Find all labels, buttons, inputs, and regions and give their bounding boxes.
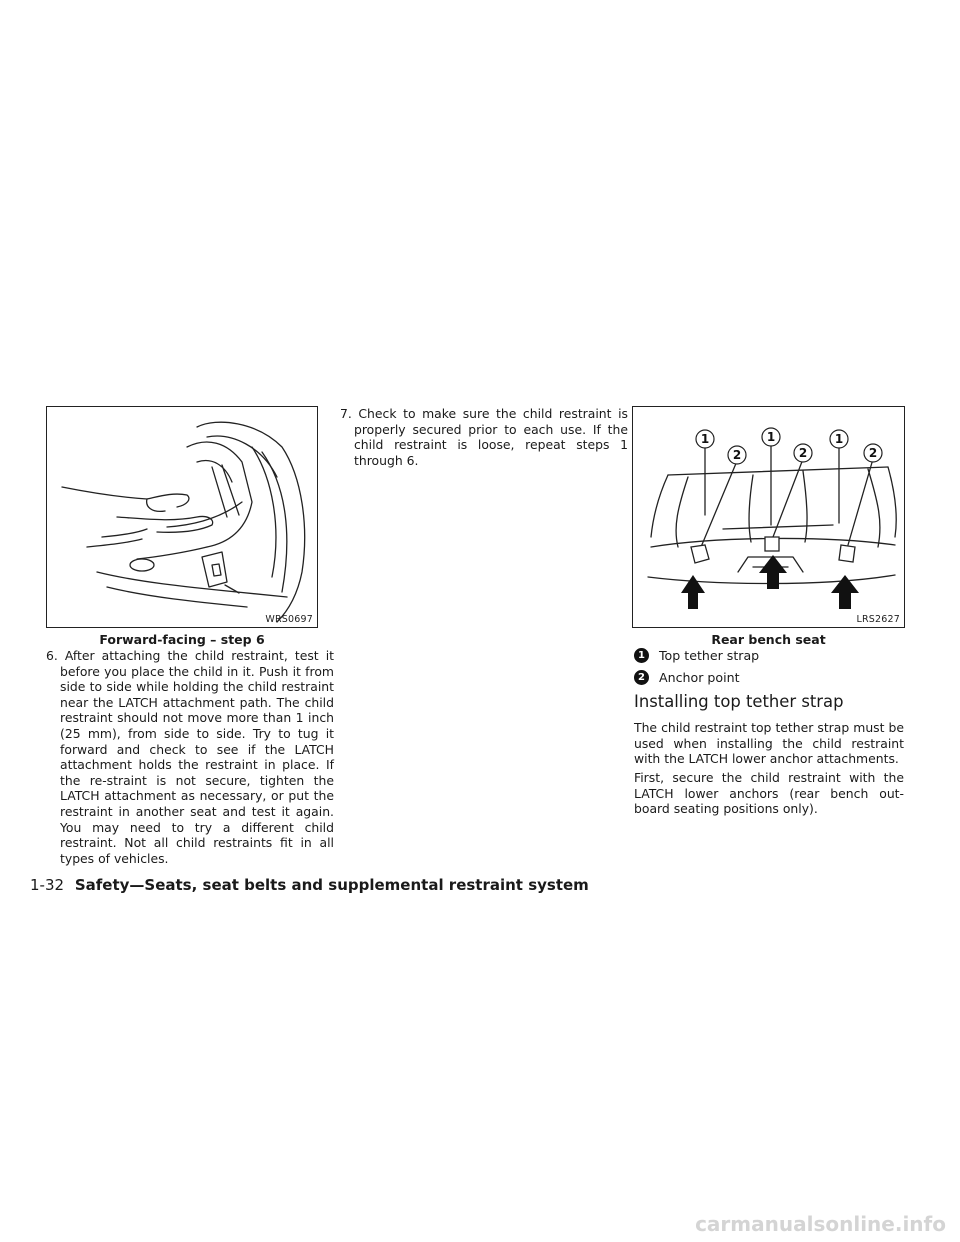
callout-number-icon: 2 [634, 670, 649, 685]
step-text: After attaching the child restraint, test it before you place the child in it. Push it from side to side while holding the child restraint near the LATCH attachment path. The child restraint should not move more than 1 inch (25 mm), from side to side. Try to tug it forward and check to see if the LATCH attachment holds the restraint in place. If the re-straint is not secure, tighten the LATCH attachment as necessary, or put the restraint in another seat and test it again. You may need to try a different child restraint. Not all child restraints fit in all types of vehicles. [60, 648, 334, 866]
child-seat-illustration [47, 407, 317, 627]
figure-rear-bench [632, 406, 905, 628]
callout-label: 2 [732, 448, 742, 462]
figure-code: LRS2627 [856, 614, 900, 625]
paragraph: The child restraint top tether strap must be used when installing the child restraint with the LATCH lower anchor attachments. [634, 720, 904, 767]
figure-code: WRS0697 [265, 614, 313, 625]
callout-label: 2 [798, 446, 808, 460]
watermark: carmanualsonline.info [695, 1212, 946, 1236]
figure-caption: Forward-facing – step 6 [99, 632, 265, 647]
step-7 [340, 406, 628, 468]
step-6 [46, 648, 334, 866]
legend-item [634, 670, 740, 685]
figure-forward-facing [46, 406, 318, 628]
step-number: 6. [46, 648, 58, 663]
callout-label: 2 [868, 446, 878, 460]
step-text: Check to make sure the child restraint is properly secured prior to each use. If the child restraint is loose, repeat steps 1 through 6. [354, 406, 628, 468]
rear-bench-illustration [633, 407, 904, 627]
paragraph: First, secure the child restraint with the LATCH lower anchors (rear bench out-board seating positions only). [634, 770, 904, 817]
callout-label: 1 [834, 432, 844, 446]
page-number: 1-32 [30, 876, 65, 894]
callout-label: 1 [700, 432, 710, 446]
section-heading: Installing top tether strap [634, 692, 844, 711]
figure-caption: Rear bench seat [711, 632, 826, 647]
step-number: 7. [340, 406, 352, 421]
legend-item [634, 648, 759, 663]
callout-label: 1 [766, 430, 776, 444]
legend-label: Top tether strap [659, 648, 760, 663]
callout-number-icon: 1 [634, 648, 649, 663]
page-footer [30, 876, 589, 894]
chapter-title: Safety—Seats, seat belts and supplemental restraint system [74, 876, 589, 894]
legend-label: Anchor point [659, 670, 740, 685]
